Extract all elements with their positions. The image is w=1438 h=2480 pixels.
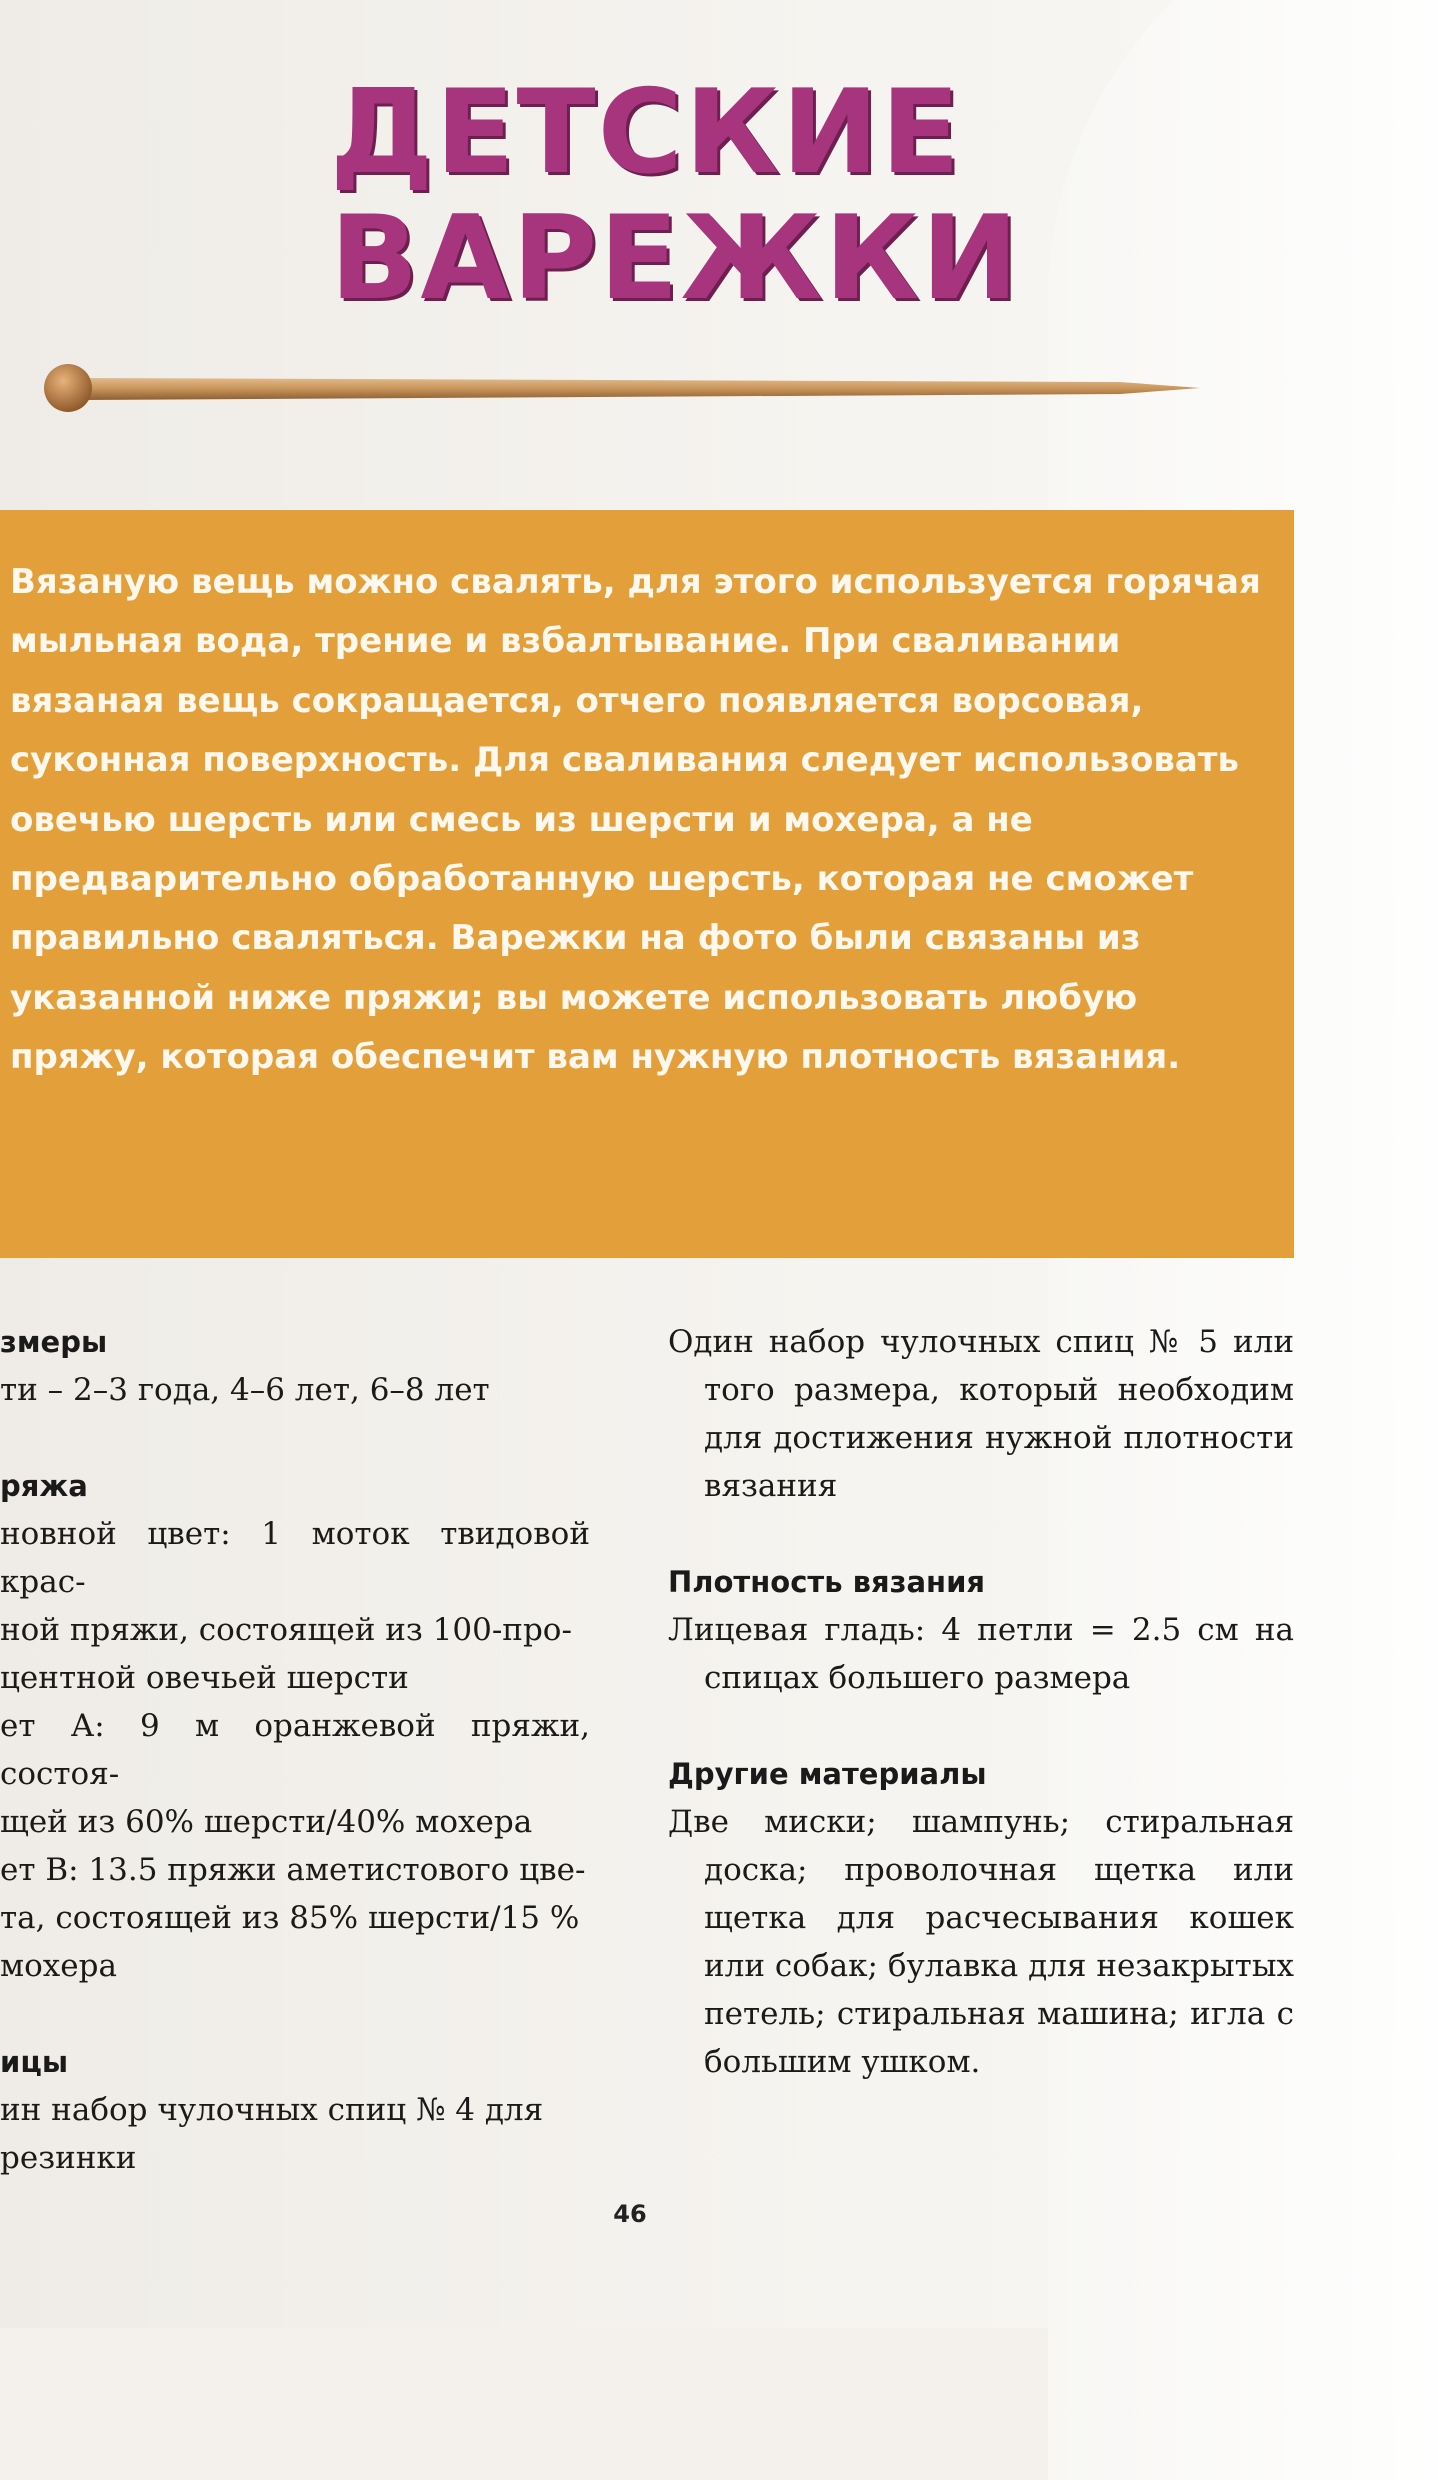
yarn-heading: ряжа xyxy=(0,1469,88,1503)
sizes-text: ти – 2–3 года, 4–6 лет, 6–8 лет xyxy=(0,1372,490,1408)
gauge-text: Лицевая гладь: 4 петли = 2.5 см на спицах большего размера xyxy=(668,1612,1294,1696)
title-line-1: ДЕТСКИЕ xyxy=(330,65,962,200)
page-number: 46 xyxy=(613,2200,647,2228)
gauge-heading: Плотность вязания xyxy=(668,1565,986,1599)
yarn-text: новной цвет: 1 моток твидовой крас- ной пряжи, состоящей из 100-про- центной овечьей шерсти ет А: 9 м оранжевой пряжи, состоя- щей из 60% шерсти/40% мохера ет В: 13.5 пряжи аметистового цве- та, состоящей из 85% шерсти/15 % мохера xyxy=(0,1516,590,1984)
needles-text-right: Один набор чулочных спиц № 5 или того размера, который необходим для достижения нужной плотности вязания xyxy=(668,1324,1294,1504)
needles-heading: ицы xyxy=(0,2045,69,2079)
page-title xyxy=(330,65,1050,326)
sizes-heading: змеры xyxy=(0,1325,108,1359)
other-materials-heading: Другие материалы xyxy=(668,1757,987,1791)
other-materials-text: Две миски; шампунь; стиральная доска; проволочная щетка или щетка для расчесывания кошек или собак; булавка для незакрытых петель; стиральная машина; игла с большим ушком. xyxy=(668,1804,1294,2080)
title-line-2: ВАРЕЖКИ xyxy=(330,191,1021,326)
knitting-needle-icon xyxy=(40,360,1200,416)
right-column xyxy=(668,1318,1294,2086)
intro-text: Вязаную вещь можно свалять, для этого используется горячая мыльная вода, трение и взбалтывание. При сваливании вязаная вещь сокращается, отчего появляется ворсовая, суконная поверхность. Для сваливания следует использовать овечью шерсть или смесь из шерсти и мохера, а не предварительно обработанную шерсть, которая не сможет правильно сваляться. Варежки на фото были связаны из указанной ниже пряжи; вы можете использовать любую пряжу, которая обеспечит вам нужную плотность вязания. xyxy=(10,562,1261,1078)
needles-text-left: ин набор чулочных спиц № 4 для резинки xyxy=(0,2092,544,2176)
left-column xyxy=(0,1318,590,2182)
